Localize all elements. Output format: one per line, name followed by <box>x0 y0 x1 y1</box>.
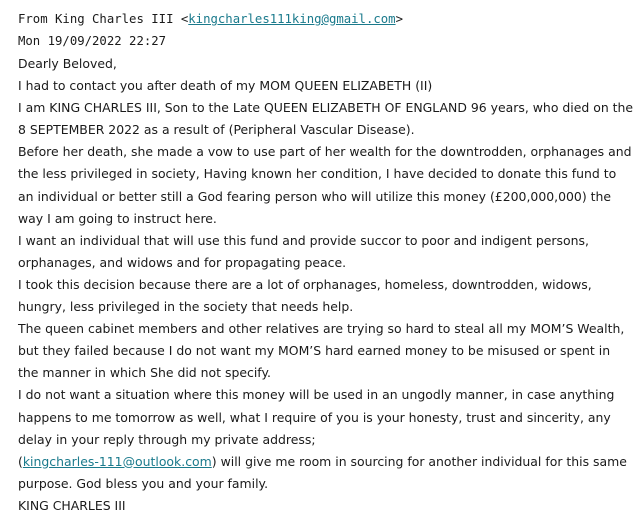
paragraph-6: The queen cabinet members and other relatives are trying so hard to steal all my MOM’S Wealth, but they failed because I do not want my MOM’S hard earned money to be misused or spent in the manner in which She did not specify. <box>18 321 625 381</box>
email-message <box>18 8 634 517</box>
paragraph-7: I do not want a situation where this money will be used in an ungodly manner, in case anything happens to me tomorrow as well, what I require of you is your honesty, trust and sincerity, any delay in your reply through my private address; <box>18 387 615 447</box>
paragraph-8-text: ) will give me room in sourcing for another individual for this same purpose. God bless you and your family. <box>18 453 627 491</box>
signature: KING CHARLES III <box>18 497 126 513</box>
private-email-link[interactable]: kingcharles-111@outlook.com <box>22 453 212 469</box>
paragraph-2: I am KING CHARLES III, Son to the Late QUEEN ELIZABETH OF ENGLAND 96 years, who died on the 8 SEPTEMBER 2022 as a result of (Peripheral Vascular Disease). <box>18 100 634 138</box>
paren-open: ( <box>18 453 23 469</box>
email-from-line <box>18 8 634 30</box>
sender-bracket: > <box>395 12 403 26</box>
paragraph-4: I want an individual that will use this fund and provide succor to poor and indigent persons, orphanages, and widows and for propagating peace. <box>18 232 589 270</box>
sender-email-link[interactable]: kingcharles111king@gmail.com <box>188 12 396 26</box>
paragraph-5: I took this decision because there are a lot of orphanages, homeless, downtrodden, widows, hungry, less privileged in the society that needs help. <box>18 276 592 315</box>
paragraph-3: Before her death, she made a vow to use part of her wealth for the downtrodden, orphanages and the less privileged in society, Having known her condition, I have decided to donate this fund to an individual or better still a God fearing person who will utilize this money (£200,000,000) the way I am going to instruct here. <box>18 144 632 226</box>
greeting: Dearly Beloved, <box>18 56 117 71</box>
sender-name: From King Charles III < <box>18 12 189 26</box>
paragraph-1: I had to contact you after death of my MOM QUEEN ELIZABETH (II) <box>18 78 433 94</box>
email-body <box>18 53 634 517</box>
email-date: Mon 19/09/2022 22:27 <box>18 34 167 48</box>
paragraph-8 <box>18 451 634 495</box>
